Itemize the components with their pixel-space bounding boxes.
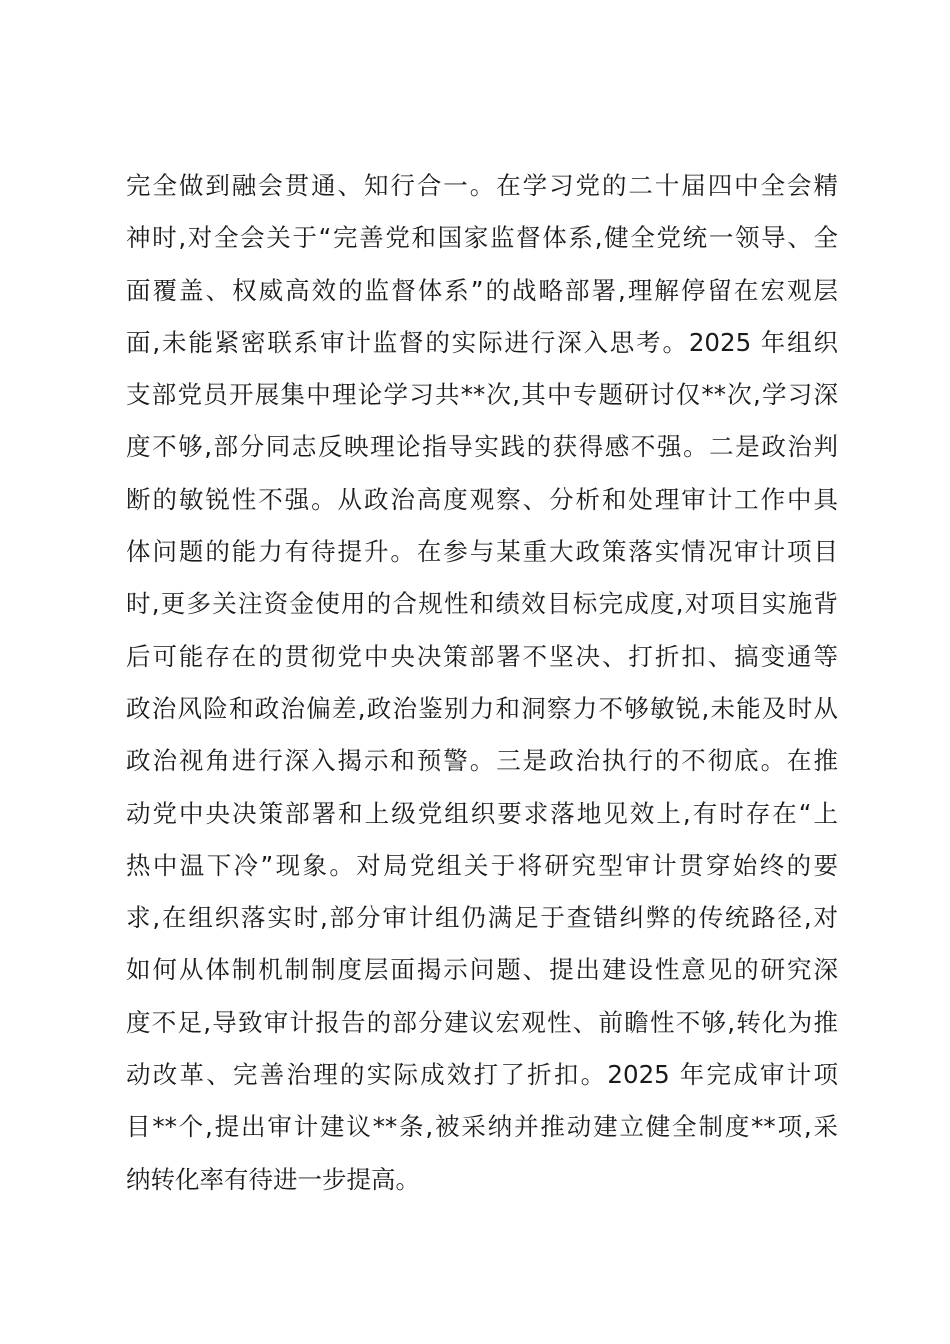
paragraph-line: 完全做到融会贯通、知行合一。在学习党的二十届四中全会精 bbox=[126, 171, 838, 200]
paragraph-line: 如何从体制机制制度层面揭示问题、提出建设性意见的研究深 bbox=[126, 955, 838, 985]
paragraph-line: 动党中央决策部署和上级党组织要求落地见效上,有时存在“上 bbox=[126, 798, 838, 828]
paragraph-line: 求,在组织落实时,部分审计组仍满足于查错纠弊的传统路径,对 bbox=[126, 903, 838, 933]
paragraph-line: 后可能存在的贯彻党中央决策部署不坚决、打折扣、搞变通等 bbox=[126, 641, 838, 671]
paragraph-line: 面覆盖、权威高效的监督体系”的战略部署,理解停留在宏观层 bbox=[126, 275, 838, 305]
body-paragraph bbox=[126, 160, 838, 1206]
paragraph-line: 政治风险和政治偏差,政治鉴别力和洞察力不够敏锐,未能及时从 bbox=[126, 693, 838, 723]
paragraph-line: 纳转化率有待进一步提高。 bbox=[126, 1164, 420, 1194]
paragraph-line: 时,更多关注资金使用的合规性和绩效目标完成度,对项目实施背 bbox=[126, 589, 838, 619]
paragraph-line: 断的敏锐性不强。从政治高度观察、分析和处理审计工作中具 bbox=[126, 484, 838, 514]
paragraph-line: 度不够,部分同志反映理论指导实践的获得感不强。二是政治判 bbox=[126, 432, 838, 462]
paragraph-line: 神时,对全会关于“完善党和国家监督体系,健全党统一领导、全 bbox=[126, 223, 838, 253]
paragraph-line: 面,未能紧密联系审计监督的实际进行深入思考。2025 年组织 bbox=[126, 327, 838, 357]
paragraph-line: 政治视角进行深入揭示和预警。三是政治执行的不彻底。在推 bbox=[126, 746, 838, 776]
paragraph-line: 体问题的能力有待提升。在参与某重大政策落实情况审计项目 bbox=[126, 537, 838, 567]
paragraph-line: 动改革、完善治理的实际成效打了折扣。2025 年完成审计项 bbox=[126, 1060, 838, 1090]
paragraph-line: 热中温下冷”现象。对局党组关于将研究型审计贯穿始终的要 bbox=[126, 850, 838, 880]
paragraph-line: 度不足,导致审计报告的部分建议宏观性、前瞻性不够,转化为推 bbox=[126, 1007, 838, 1037]
paragraph-line: 目**个,提出审计建议**条,被采纳并推动建立健全制度**项,采 bbox=[126, 1112, 838, 1142]
paragraph-line: 支部党员开展集中理论学习共**次,其中专题研讨仅**次,学习深 bbox=[126, 380, 838, 410]
